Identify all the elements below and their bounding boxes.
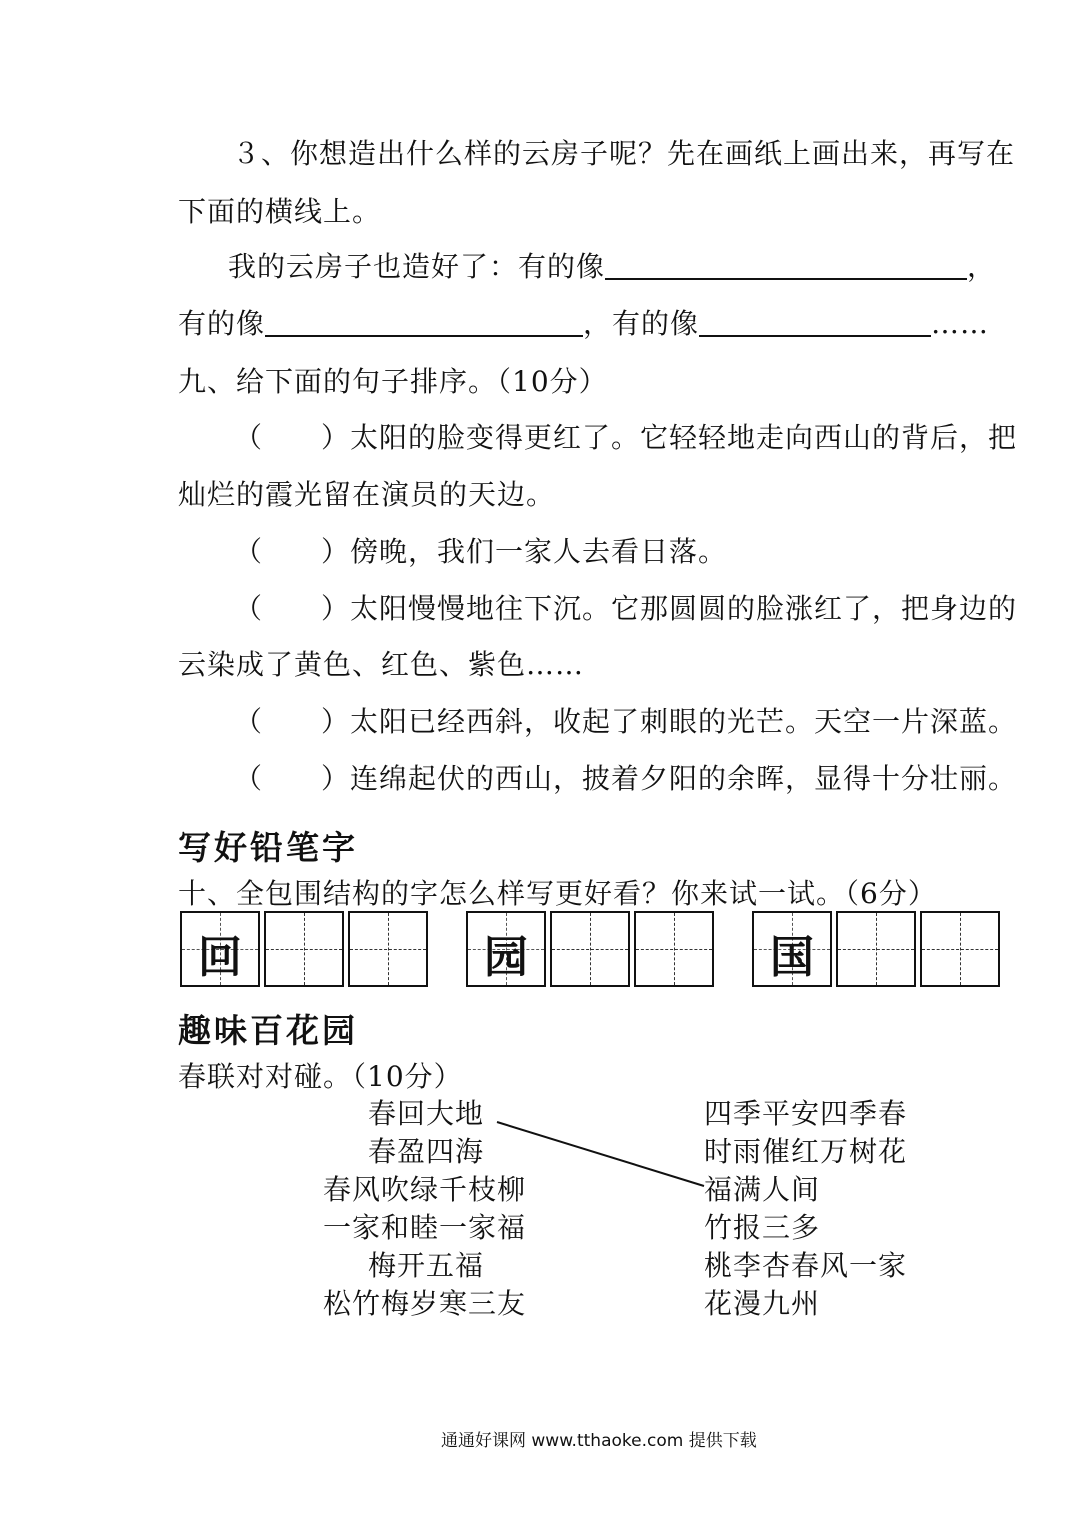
section9-item-5: （ ）连绵起伏的西山，披着夕阳的余晖，显得十分壮丽。	[234, 762, 1018, 795]
q3-line4-mid: ，有的像	[583, 307, 700, 340]
couplet-right-1[interactable]: 四季平安四季春	[704, 1097, 908, 1130]
sample-cell	[752, 911, 832, 987]
sample-char-guo: 国	[770, 932, 814, 983]
couplet-right-4[interactable]: 竹报三多	[704, 1211, 821, 1244]
pencil-heading: 写好铅笔字	[178, 828, 358, 867]
sample-cell	[180, 911, 260, 987]
section9-item-2: （ ）傍晚，我们一家人去看日落。	[234, 535, 728, 568]
match-line	[497, 1122, 704, 1186]
q3-line3-prefix: 我的云房子也造好了：有的像	[228, 250, 606, 283]
section9-item-3: （ ）太阳慢慢地往下沉。它那圆圆的脸涨红了，把身边的	[234, 592, 1018, 625]
q3-line4-suffix: ……	[931, 307, 990, 340]
couplet-left-4[interactable]: 一家和睦一家福	[323, 1211, 527, 1244]
section10-question: 十、全包围结构的字怎么样写更好看？你来试一试。（6分）	[178, 877, 937, 910]
couplet-left-2[interactable]: 春盈四海	[368, 1135, 485, 1168]
footer-credit: 通通好课网 www.tthaoke.com 提供下载	[441, 1431, 757, 1451]
q3-line3-suffix: ，	[967, 250, 997, 283]
couplet-right-3[interactable]: 福满人间	[704, 1173, 821, 1206]
section9-title: 九、给下面的句子排序。（10分）	[178, 365, 608, 398]
couplet-left-5[interactable]: 梅开五福	[368, 1249, 485, 1282]
couplet-left-6[interactable]: 松竹梅岁寒三友	[323, 1287, 527, 1320]
sample-cell	[466, 911, 546, 987]
couplet-left-3[interactable]: 春风吹绿千枝柳	[323, 1173, 527, 1206]
sample-char-yuan: 园	[484, 932, 528, 983]
section9-item-4: （ ）太阳已经西斜，收起了刺眼的光芒。天空一片深蓝。	[234, 705, 1018, 738]
section9-item-1-cont: 灿烂的霞光留在演员的天边。	[178, 478, 556, 511]
q3-line1: ３、你想造出什么样的云房子呢？先在画纸上画出来，再写在	[232, 137, 1016, 170]
couplet-right-6[interactable]: 花漫九州	[704, 1287, 821, 1320]
couplet-question: 春联对对碰。（10分）	[178, 1060, 463, 1093]
couplet-right-2[interactable]: 时雨催红万树花	[704, 1135, 908, 1168]
couplet-left-1[interactable]: 春回大地	[368, 1097, 485, 1130]
garden-heading: 趣味百花园	[178, 1011, 358, 1050]
q3-line2: 下面的横线上。	[178, 195, 382, 228]
couplet-right-5[interactable]: 桃李杏春风一家	[704, 1249, 908, 1282]
section9-item-3-cont: 云染成了黄色、红色、紫色……	[178, 648, 585, 681]
sample-char-hui: 回	[198, 932, 242, 983]
q3-line4-prefix: 有的像	[178, 307, 266, 340]
section9-item-1: （ ）太阳的脸变得更红了。它轻轻地走向西山的背后，把	[234, 421, 1018, 454]
